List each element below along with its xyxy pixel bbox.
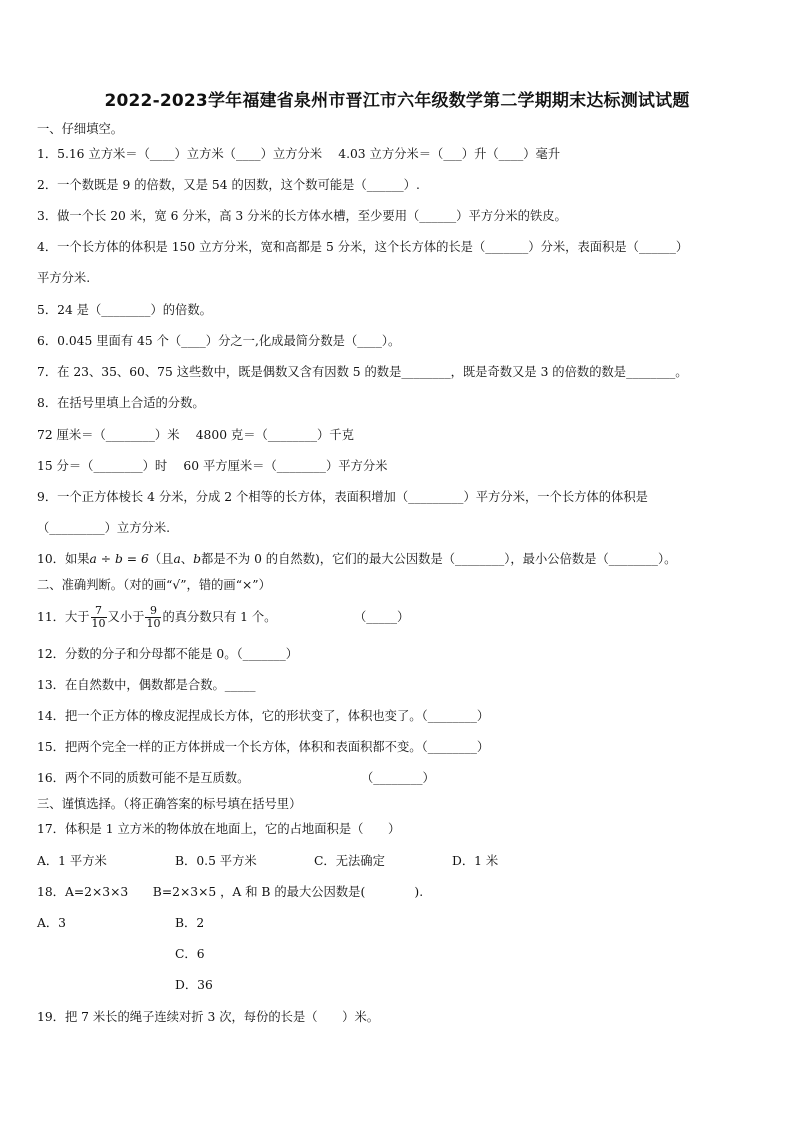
question-11-suffix: 的真分数只有 1 个。	[162, 610, 277, 624]
question-18-option-b: B．2	[175, 916, 205, 930]
question-5: 5．24 是（________）的倍数。	[37, 303, 212, 317]
question-7: 7．在 23、35、60、75 这些数中，既是偶数又含有因数 5 的数是________，既是奇数又是 3 的倍数的数是________。	[37, 365, 688, 379]
question-10	[37, 551, 676, 567]
question-18: 18．A=2×3×3 B=2×3×5 ，A 和 B 的最大公因数是( ).	[37, 885, 424, 899]
question-15: 15．把两个完全一样的正方体拼成一个长方体，体积和表面积都不变。（________）	[37, 740, 490, 754]
question-1: 1．5.16 立方米＝（____）立方米（____）立方分米 4.03 立方分米＝（___）升（____）毫升	[37, 147, 561, 161]
question-16: 16．两个不同的质数可能不是互质数。	[37, 771, 250, 785]
question-19: 19．把 7 米长的绳子连续对折 3 次，每份的长是（ ）米。	[37, 1010, 380, 1024]
fraction-nine-tenths: $\frac{9}{10}$	[146, 604, 161, 630]
question-10-suffix: 都是不为 0 的自然数)，它们的最大公因数是（________），最小公倍数是（________）。	[200, 552, 677, 566]
question-17-option-d: D．1 米	[452, 854, 499, 868]
question-17-option-c: C．无法确定	[314, 854, 385, 868]
question-16-answer-blank: （________）	[361, 771, 435, 785]
question-11-prefix: 11．大于	[37, 610, 90, 624]
question-2: 2．一个数既是 9 的倍数，又是 54 的因数，这个数可能是（______）.	[37, 178, 420, 192]
fraction-seven-tenths: $\frac{7}{10}$	[91, 604, 106, 630]
question-9-line-2: （_________）立方分米.	[37, 521, 171, 535]
question-12: 12．分数的分子和分母都不能是 0。（_______）	[37, 647, 299, 661]
question-10-var-b: b	[193, 552, 201, 566]
question-10-equation: a ÷ b = 6	[89, 552, 149, 566]
question-18-option-c: C．6	[175, 947, 205, 961]
question-17-option-b: B．0.5 平方米	[175, 854, 257, 868]
section-heading-fill-in: 一、仔细填空。	[37, 122, 124, 136]
question-17-option-a: A．1 平方米	[37, 854, 107, 868]
question-8-part-b: 15 分＝（________）时 60 平方厘米＝（________）平方分米	[37, 459, 388, 473]
question-10-middle: （且	[148, 552, 174, 566]
question-11	[37, 602, 276, 632]
question-9-line-1: 9．一个正方体棱长 4 分米，分成 2 个相等的长方体，表面积增加（_________）平方分米，一个长方体的体积是	[37, 490, 648, 504]
question-17: 17．体积是 1 立方米的物体放在地面上，它的占地面积是（ ）	[37, 822, 401, 836]
question-18-option-a: A．3	[37, 916, 67, 930]
question-4-line-1: 4．一个长方体的体积是 150 立方分米，宽和高都是 5 分米，这个长方体的长是（_______）分米，表面积是（______）	[37, 240, 689, 254]
page-title: 2022-2023学年福建省泉州市晋江市六年级数学第二学期期末达标测试试题	[104, 91, 690, 111]
question-14: 14．把一个正方体的橡皮泥捏成长方体，它的形状变了，体积也变了。（________）	[37, 709, 490, 723]
question-3: 3．做一个长 20 米，宽 6 分米，高 3 分米的长方体水槽，至少要用（______）平方分米的铁皮。	[37, 209, 567, 223]
question-13: 13．在自然数中，偶数都是合数。_____	[37, 678, 256, 692]
question-10-sep: 、	[180, 552, 194, 566]
section-heading-judgement: 二、准确判断。（对的画“√”，错的画“×”）	[37, 578, 271, 592]
question-10-var-a: a	[173, 552, 181, 566]
question-10-prefix: 10．如果	[37, 552, 90, 566]
question-4-line-2: 平方分米.	[37, 271, 91, 285]
question-8-part-a: 72 厘米＝（________）米 4800 克＝（________）千克	[37, 428, 354, 442]
question-11-middle: 又小于	[107, 610, 145, 624]
section-heading-choice: 三、谨慎选择。（将正确答案的标号填在括号里）	[37, 797, 302, 811]
question-11-answer-blank: （_____）	[354, 610, 410, 624]
question-18-option-d: D．36	[175, 978, 213, 992]
question-8: 8．在括号里填上合适的分数。	[37, 396, 205, 410]
question-6: 6．0.045 里面有 45 个（____）分之一,化成最简分数是（____）。	[37, 334, 401, 348]
